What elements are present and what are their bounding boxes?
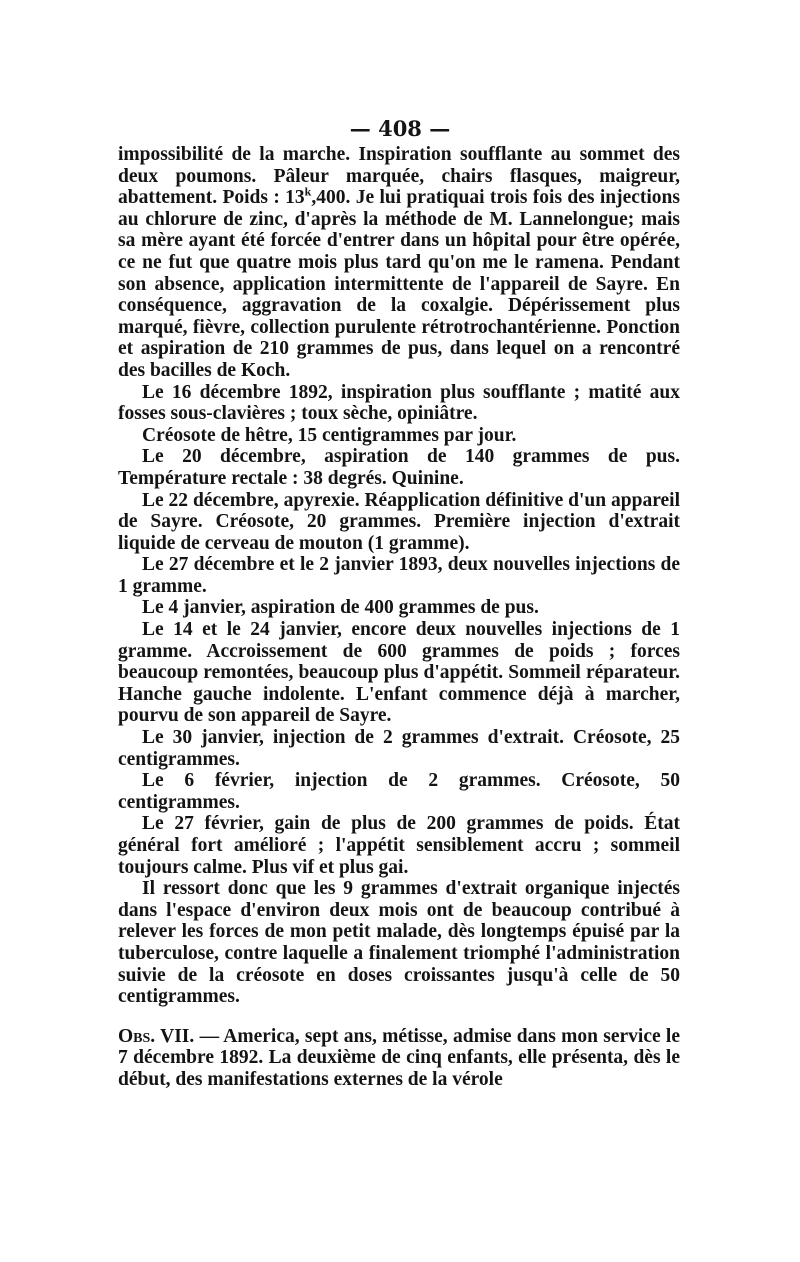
weight-unit-superscript: k bbox=[304, 184, 312, 199]
paragraph-1-text-a: impossibilité de la marche. Inspiration soufflante au sommet des deux poumons. Pâleur marquée, chairs flasques, maigreur, abattement. Poids : 13 bbox=[118, 144, 680, 209]
paragraph-3: Créosote de hêtre, 15 centigrammes par jour. bbox=[142, 424, 517, 446]
body-text bbox=[118, 144, 680, 1091]
paragraph-10: Le 6 février, injection de 2 grammes. Créosote, 50 centigrammes. bbox=[118, 770, 680, 813]
observation-text: — America, sept ans, métisse, admise dans mon service le 7 décembre 1892. La deuxième de cinq enfants, elle présenta, dès le début, des manifestations externes de la vérole bbox=[118, 1025, 681, 1090]
paragraph-11: Le 27 février, gain de plus de 200 grammes de poids. État général fort amélioré ; l'appétit sensiblement accru ; sommeil toujours calme. Plus vif et plus gai. bbox=[118, 813, 680, 878]
paragraph-5: Le 22 décembre, apyrexie. Réapplication définitive d'un appareil de Sayre. Créosote, 20 grammes. Première injection d'extrait liquide de cerveau de mouton (1 gramme). bbox=[118, 489, 680, 554]
page-number: — 408 — bbox=[349, 116, 451, 141]
paragraph-12: Il ressort donc que les 9 grammes d'extrait organique injectés dans l'espace d'environ deux mois ont de beaucoup contribué à relever les forces de mon petit malade, dès longtemps épuisé par la tuberculose, contre laquelle a finalement triomphé l'administration suivie de la créosote en doses croissantes jusqu'à celle de 50 centigrammes. bbox=[118, 878, 680, 1008]
paragraph-7: Le 4 janvier, aspiration de 400 grammes de pus. bbox=[142, 597, 539, 619]
paragraph-1 bbox=[118, 144, 680, 382]
paragraph-4: Le 20 décembre, aspiration de 140 grammes de pus. Température rectale : 38 degrés. Quinine. bbox=[118, 446, 680, 489]
paragraph-6: Le 27 décembre et le 2 janvier 1893, deux nouvelles injections de 1 gramme. bbox=[118, 554, 680, 597]
observation-label: Obs. VII. bbox=[118, 1025, 195, 1047]
paragraph-2: Le 16 décembre 1892, inspiration plus soufflante ; matité aux fosses sous-clavières ; toux sèche, opiniâtre. bbox=[118, 381, 680, 425]
paragraph-9: Le 30 janvier, injection de 2 grammes d'extrait. Créosote, 25 centigrammes. bbox=[118, 727, 680, 770]
observation-paragraph bbox=[118, 1026, 680, 1091]
paragraph-8: Le 14 et le 24 janvier, encore deux nouvelles injections de 1 gramme. Accroissement de 600 grammes de poids ; forces beaucoup remontées, beaucoup plus d'appétit. Sommeil réparateur. Hanche gauche indolente. L'enfant commence déjà à marcher, pourvu de son appareil de Sayre. bbox=[118, 619, 680, 727]
paragraph-1-text-b: ,400. Je lui pratiquai trois fois des injections au chlorure de zinc, d'après la méthode de M. Lannelongue; mais sa mère ayant été forcée d'entrer dans un hôpital pour être opérée, ce ne fut que quatre mois plus tard qu'on me le ramena. Pendant son absence, application intermittente de l'appareil de Sayre. En conséquence, aggravation de la coxalgie. Dépérissement plus marqué, fièvre, collection purulente rétrotrochantérienne. Ponction et aspiration de 210 grammes de pus, dans lequel on a rencontré des bacilles de Koch. bbox=[118, 187, 680, 381]
